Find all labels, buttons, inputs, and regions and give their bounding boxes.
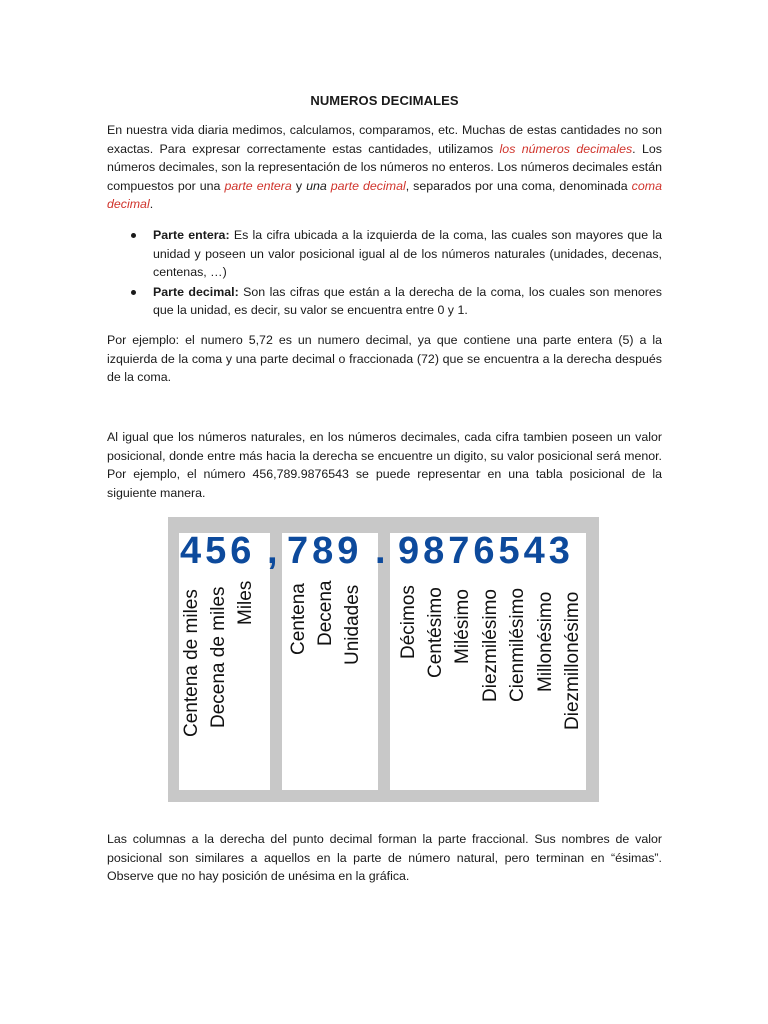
label-centesimo: Centésimo (425, 587, 446, 678)
positional-paragraph: Al igual que los números naturales, en los números decimales, cada cifra tambien poseen un valor posicional, donde entre más hacia la derecha se encuentre un digito, su valor posicional será menor. Por ejemplo, el número 456,789.9876543 se puede representar en una tabla posicional de la siguiente manera. (107, 430, 662, 500)
label-centena: Centena (288, 583, 309, 655)
label-decena-de-miles: Decena de miles (208, 586, 229, 728)
intro-text-2: . Los números decimales, son la representación de los números no enteros. Los números decimales están compuestos por una (107, 141, 662, 193)
list-item (107, 283, 662, 320)
intro-highlight-parte-entera: parte entera (224, 178, 292, 193)
bullet-term: Parte decimal: (153, 284, 239, 299)
label-decimos: Décimos (398, 585, 419, 659)
digits-decimal: 9876543 (398, 530, 574, 572)
intro-highlight-numeros-decimales: los números decimales (499, 141, 633, 156)
label-unidades: Unidades (342, 584, 363, 665)
label-diezmilesimo: Diezmilésimo (480, 589, 501, 702)
bullet-icon (131, 290, 136, 295)
number-digits (180, 530, 590, 582)
digits-thousands: 456 (180, 530, 256, 572)
intro-paragraph (107, 121, 662, 214)
label-milesimo: Milésimo (452, 589, 473, 664)
bullet-text: Son las cifras que están a la derecha de la coma, los cuales son menores que la unidad, es decir, su valor se encuentra entre 0 y 1. (153, 284, 662, 318)
page-title: NUMEROS DECIMALES (310, 93, 459, 108)
definition-list (107, 226, 662, 321)
intro-text-1: En nuestra vida diaria medimos, calculamos, comparamos, etc. Muchas de estas cantidades no son exactas. Para expresar correctamente estas cantidades, utilizamos (107, 123, 662, 156)
closing-paragraph: Las columnas a la derecha del punto decimal forman la parte fraccional. Sus nombres de valor posicional son similares a aquellos en la parte de número natural, pero terminan en “ésimas”. Observe que no hay posición de unésima en la gráfica. (107, 832, 662, 884)
intro-text-3: y (291, 178, 307, 193)
label-decena: Decena (315, 580, 336, 646)
example-paragraph: Por ejemplo: el numero 5,72 es un numero decimal, ya que contiene una parte entera (5) a la izquierda de la coma y una parte decimal o fraccionada (72) que se encuentra a la derecha después de la coma. (107, 333, 662, 385)
label-millonesimo: Millonésimo (535, 591, 556, 692)
intro-highlight-parte-decimal: parte decimal (330, 178, 406, 193)
comma-separator: , (267, 530, 282, 572)
bullet-term: Parte entera: (153, 228, 230, 242)
decimal-point: . (375, 530, 390, 572)
intro-text-5: . (149, 197, 154, 212)
label-diezmillonesimo: Diezmillonésimo (562, 591, 583, 730)
intro-text-4: , separados por una coma, denominada (405, 178, 632, 193)
label-cienmilesimo: Cienmilésimo (507, 587, 528, 702)
bullet-icon (131, 233, 136, 238)
intro-highlight-coma-decimal: coma decimal (107, 178, 662, 212)
label-miles: Miles (235, 580, 256, 625)
bullet-text: Es la cifra ubicada a la izquierda de la coma, las cuales son mayores que la unidad y poseen un valor posicional igual al de los números naturales (unidades, decenas, centenas, …) (153, 228, 662, 280)
intro-text-una: una (306, 178, 327, 193)
label-centena-de-miles: Centena de miles (181, 589, 202, 737)
digits-units: 789 (287, 530, 363, 572)
list-item (107, 226, 662, 282)
